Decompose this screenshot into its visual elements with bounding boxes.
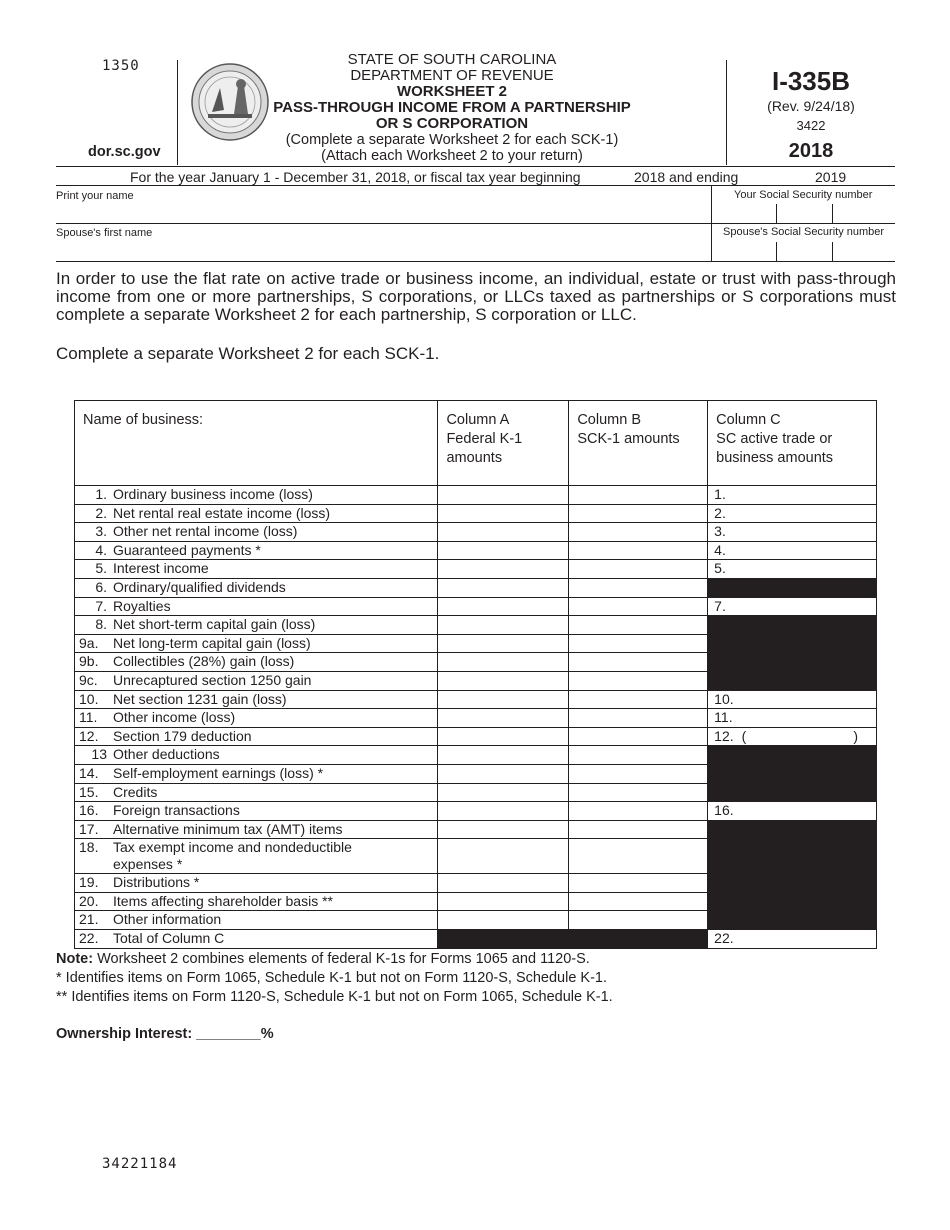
- col-b-input[interactable]: [569, 523, 708, 542]
- col-b-header: Column B SCK-1 amounts: [569, 401, 708, 486]
- row-label: Tax exempt income and nondeductible: [113, 839, 352, 856]
- row-label-cont: expenses *: [113, 856, 183, 873]
- col-c-input[interactable]: 2.: [708, 504, 877, 523]
- shaded-cell: [708, 874, 877, 893]
- col-b-input[interactable]: [569, 616, 708, 635]
- col-a-input[interactable]: [438, 709, 569, 728]
- worksheet-table: [74, 400, 877, 949]
- tax-year: 2018: [788, 140, 834, 162]
- col-b-input[interactable]: [569, 874, 708, 893]
- col-a-input[interactable]: [438, 727, 569, 746]
- row-label-cell: [75, 930, 438, 949]
- form-code-bottom: 34221184: [102, 1156, 178, 1172]
- row-label-cell: [75, 727, 438, 746]
- table-row: [75, 783, 877, 802]
- row-label: Ordinary business income (loss): [113, 486, 313, 502]
- tax-year-ending: 2018 and ending: [634, 169, 739, 185]
- ssn-input[interactable]: [712, 204, 895, 223]
- row-label: Section 179 deduction: [113, 727, 252, 744]
- row-number: 4.: [95, 541, 107, 558]
- instruction-line2: (Attach each Worksheet 2 to your return): [321, 148, 583, 164]
- row-number: 3.: [95, 523, 107, 540]
- row-label-cell: [75, 783, 438, 802]
- col-b-input[interactable]: [569, 597, 708, 616]
- row-label: Other information: [113, 911, 222, 928]
- row-label: Credits: [113, 783, 158, 800]
- row-number: 20.: [79, 892, 99, 909]
- spouse-ssn-label: Spouse's Social Security number: [723, 226, 885, 238]
- table-row: [75, 578, 877, 597]
- col-a-input[interactable]: [438, 541, 569, 560]
- row-number: 12.: [79, 727, 99, 744]
- row-number: 15.: [79, 783, 99, 800]
- table-row: [75, 727, 877, 746]
- col-a-input[interactable]: [438, 783, 569, 802]
- row-number: 17.: [79, 820, 99, 837]
- instruction-line1: (Complete a separate Worksheet 2 for each SCK-1): [285, 132, 619, 148]
- note-text: Worksheet 2 combines elements of federal K-1s for Forms 1065 and 1120-S.: [97, 951, 590, 967]
- website[interactable]: dor.sc.gov: [88, 144, 161, 160]
- col-b-input[interactable]: [569, 634, 708, 653]
- shaded-cell: [708, 764, 877, 783]
- col-b-input[interactable]: [569, 486, 708, 505]
- table-row: [75, 820, 877, 839]
- col-c-input[interactable]: 1.: [708, 486, 877, 505]
- col-c-input[interactable]: 22.: [708, 930, 877, 949]
- row-label: Items affecting shareholder basis **: [113, 892, 333, 909]
- shaded-cell: [708, 671, 877, 690]
- shaded-cell: [708, 783, 877, 802]
- row-label-cell: [75, 523, 438, 542]
- row-label-cell: [75, 616, 438, 635]
- col-c-header: Column C SC active trade or business amounts: [708, 401, 877, 486]
- table-row: [75, 874, 877, 893]
- col-b-input[interactable]: [569, 653, 708, 672]
- intro-line2: Complete a separate Worksheet 2 for each SCK-1.: [56, 344, 440, 363]
- shaded-cell: [708, 820, 877, 839]
- shaded-cell: [708, 653, 877, 672]
- col-c-input[interactable]: 3.: [708, 523, 877, 542]
- row-number: 2.: [95, 504, 107, 521]
- tax-year-end: 2019: [815, 169, 847, 185]
- row-number: 7.: [95, 597, 107, 614]
- col-b-input[interactable]: [569, 802, 708, 821]
- shaded-cell: [438, 930, 569, 949]
- col-b-input[interactable]: [569, 820, 708, 839]
- table-row: [75, 634, 877, 653]
- row-number: 13: [91, 746, 107, 763]
- row-label-cell: [75, 634, 438, 653]
- shaded-cell: [708, 746, 877, 765]
- col-c-input[interactable]: 16.: [708, 802, 877, 821]
- shaded-cell: [708, 839, 877, 874]
- col-a-input[interactable]: [438, 874, 569, 893]
- row-label-cell: [75, 560, 438, 579]
- row-label: Self-employment earnings (loss) *: [113, 764, 324, 781]
- table-row: [75, 911, 877, 930]
- col-b-input[interactable]: [569, 727, 708, 746]
- table-row: [75, 486, 877, 505]
- col-b-input[interactable]: [569, 839, 708, 874]
- row-label: Ordinary/qualified dividends: [113, 578, 286, 595]
- row-label-cell: [75, 911, 438, 930]
- row-label-cell: [75, 653, 438, 672]
- col-a-header: Column A Federal K-1 amounts: [438, 401, 569, 486]
- row-label: Net long-term capital gain (loss): [113, 634, 311, 651]
- col-c-input[interactable]: 12. ( ): [708, 727, 877, 746]
- col-b-input[interactable]: [569, 783, 708, 802]
- row-label-cell: [75, 486, 438, 505]
- col-b-input[interactable]: [569, 709, 708, 728]
- shaded-cell: [708, 892, 877, 911]
- col-b-input[interactable]: [569, 690, 708, 709]
- row-label-cell: [75, 764, 438, 783]
- form-revision: (Rev. 9/24/18): [767, 98, 855, 114]
- shaded-cell: [708, 616, 877, 635]
- col-b-input[interactable]: [569, 578, 708, 597]
- row-number: 9a.: [79, 634, 99, 651]
- row-label-cell: [75, 802, 438, 821]
- row-label: Foreign transactions: [113, 802, 240, 819]
- row-label: Other income (loss): [113, 709, 236, 726]
- row-label-cell: [75, 892, 438, 911]
- name-input[interactable]: [60, 203, 710, 221]
- col-b-input[interactable]: [569, 504, 708, 523]
- row-label-cell: [75, 690, 438, 709]
- name-label: Print your name: [56, 190, 134, 202]
- table-row: [75, 764, 877, 783]
- table-row: [75, 504, 877, 523]
- col-a-input[interactable]: [438, 911, 569, 930]
- col-b-input[interactable]: [569, 892, 708, 911]
- spouse-name-input[interactable]: [60, 240, 710, 258]
- table-row: [75, 690, 877, 709]
- table-row: [75, 597, 877, 616]
- col-c-input[interactable]: 7.: [708, 597, 877, 616]
- col-a-input[interactable]: [438, 653, 569, 672]
- col-a-input[interactable]: [438, 560, 569, 579]
- col-b-input[interactable]: [569, 560, 708, 579]
- spouse-ssn-input[interactable]: [712, 242, 895, 261]
- table-header-row: [75, 401, 877, 486]
- row-label-cell: [75, 746, 438, 765]
- table-row: [75, 930, 877, 949]
- col-a-input[interactable]: [438, 597, 569, 616]
- col-c-input[interactable]: 11.: [708, 709, 877, 728]
- row-number: 5.: [95, 560, 107, 577]
- form-title-line1: PASS-THROUGH INCOME FROM A PARTNERSHIP: [273, 99, 631, 116]
- col-c-input[interactable]: 10.: [708, 690, 877, 709]
- row-label: Total of Column C: [113, 930, 225, 947]
- col-a-input[interactable]: [438, 578, 569, 597]
- col-c-input[interactable]: 4.: [708, 541, 877, 560]
- row-label: Collectibles (28%) gain (loss): [113, 653, 295, 670]
- row-label: Royalties: [113, 597, 171, 614]
- shaded-cell: [708, 911, 877, 930]
- col-a-input[interactable]: [438, 616, 569, 635]
- row-number: 9c.: [79, 671, 98, 688]
- row-number: 9b.: [79, 653, 99, 670]
- table-row: [75, 541, 877, 560]
- col-a-input[interactable]: [438, 486, 569, 505]
- row-number: 1.: [95, 486, 107, 502]
- form-number: I-335B: [771, 66, 851, 96]
- row-label: Distributions *: [113, 874, 200, 891]
- table-row: [75, 802, 877, 821]
- table-row: [75, 653, 877, 672]
- table-row: [75, 709, 877, 728]
- row-label: Net rental real estate income (loss): [113, 504, 331, 521]
- table-row: [75, 616, 877, 635]
- row-label-cell: [75, 839, 438, 874]
- shaded-cell: [708, 578, 877, 597]
- form-title-line2: OR S CORPORATION: [375, 115, 529, 132]
- row-label-cell: [75, 597, 438, 616]
- worksheet-label: WORKSHEET 2: [396, 83, 507, 100]
- row-label-cell: [75, 709, 438, 728]
- ssn-label: Your Social Security number: [734, 189, 873, 201]
- form-code: 3422: [796, 118, 826, 133]
- col-a-input[interactable]: [438, 839, 569, 874]
- table-row: [75, 560, 877, 579]
- row-label-cell: [75, 578, 438, 597]
- table-row: [75, 671, 877, 690]
- col-a-input[interactable]: [438, 892, 569, 911]
- row-number: 11.: [79, 709, 98, 726]
- row-label: Net short-term capital gain (loss): [113, 616, 316, 633]
- row-label-cell: [75, 671, 438, 690]
- row-number: 8.: [95, 616, 107, 633]
- row-label: Interest income: [113, 560, 209, 577]
- row-number: 22.: [79, 930, 99, 947]
- table-row: [75, 746, 877, 765]
- col-c-input[interactable]: 5.: [708, 560, 877, 579]
- row-label: Other net rental income (loss): [113, 523, 298, 540]
- col-b-input[interactable]: [569, 911, 708, 930]
- col-a-input[interactable]: [438, 634, 569, 653]
- shaded-cell: [569, 930, 708, 949]
- col-b-input[interactable]: [569, 541, 708, 560]
- row-label: Alternative minimum tax (AMT) items: [113, 820, 343, 837]
- spouse-name-label: Spouse's first name: [56, 227, 153, 239]
- col-name-header: Name of business:: [75, 401, 438, 486]
- row-number: 16.: [79, 802, 99, 819]
- note-label: Note:: [56, 951, 94, 967]
- table-row: [75, 523, 877, 542]
- col-a-input[interactable]: [438, 764, 569, 783]
- row-label-cell: [75, 504, 438, 523]
- notes-section: [56, 950, 613, 1044]
- intro-paragraph: In order to use the flat rate on active trade or business income, an individual, estate or trust with pass-through income from one or more partnerships, S corporations, or LLCs taxed as partnerships or S corporations must complete a separate Worksheet 2 for each partnership, S corporation or LLC.: [56, 269, 896, 324]
- col-b-input[interactable]: [569, 746, 708, 765]
- note-star1: * Identifies items on Form 1065, Schedule K-1 but not on Form 1120-S, Schedule K-1.: [56, 970, 608, 986]
- col-a-input[interactable]: [438, 746, 569, 765]
- row-label-cell: [75, 874, 438, 893]
- ownership-interest[interactable]: Ownership Interest: ________%: [56, 1026, 274, 1042]
- row-number: 6.: [95, 578, 107, 595]
- col-b-input[interactable]: [569, 671, 708, 690]
- row-label: Unrecaptured section 1250 gain: [113, 671, 312, 688]
- row-number: 19.: [79, 874, 99, 891]
- col-b-input[interactable]: [569, 764, 708, 783]
- col-a-input[interactable]: [438, 802, 569, 821]
- row-number: 14.: [79, 764, 99, 781]
- state-name: STATE OF SOUTH CAROLINA: [347, 51, 557, 68]
- col-a-input[interactable]: [438, 523, 569, 542]
- col-a-input[interactable]: [438, 690, 569, 709]
- row-number: 21.: [79, 911, 99, 928]
- department-name: DEPARTMENT OF REVENUE: [350, 67, 554, 84]
- row-number: 10.: [79, 690, 99, 707]
- note-star2: ** Identifies items on Form 1120-S, Schedule K-1 but not on Form 1065, Schedule K-1.: [56, 989, 613, 1005]
- row-label-cell: [75, 541, 438, 560]
- row-label-cell: [75, 820, 438, 839]
- col-a-input[interactable]: [438, 820, 569, 839]
- row-label: Guaranteed payments *: [113, 541, 261, 558]
- shaded-cell: [708, 634, 877, 653]
- table-row: [75, 892, 877, 911]
- col-a-input[interactable]: [438, 671, 569, 690]
- form-code-top: 1350: [102, 58, 140, 74]
- table-row: [75, 839, 877, 874]
- tax-year-line: For the year January 1 - December 31, 2018, or fiscal tax year beginning: [130, 169, 581, 185]
- row-number: 18.: [79, 839, 99, 856]
- row-label: Net section 1231 gain (loss): [113, 690, 287, 707]
- col-a-input[interactable]: [438, 504, 569, 523]
- row-label: Other deductions: [113, 746, 220, 763]
